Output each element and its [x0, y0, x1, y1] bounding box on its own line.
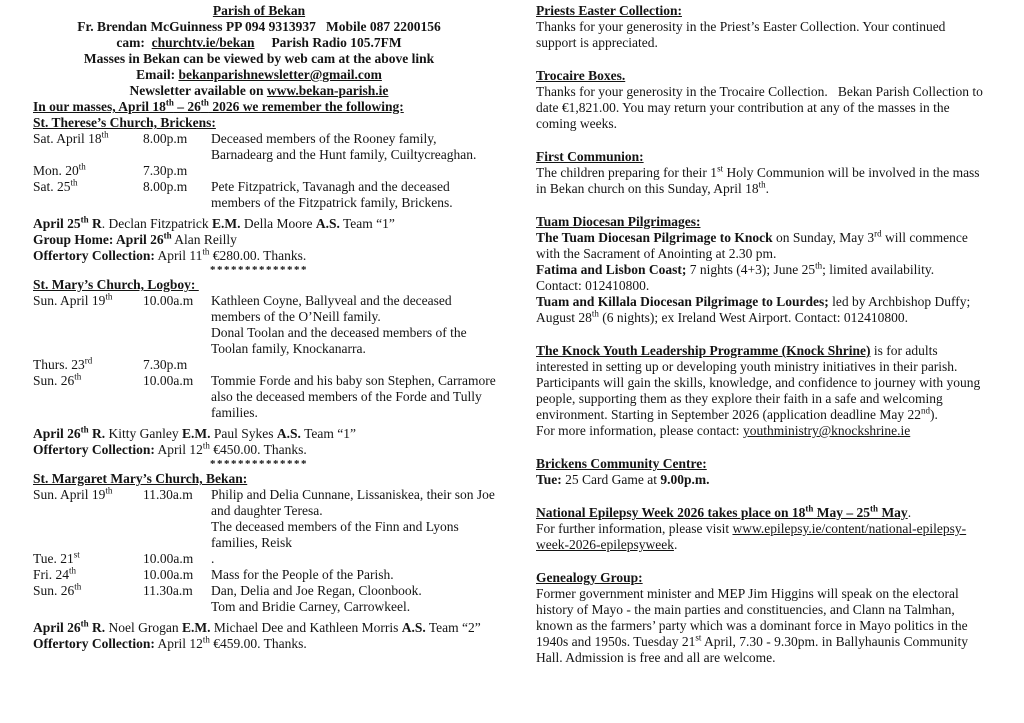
notice-line: environment. Starting in September 2026 (application deadline May 22nd).: [536, 405, 938, 422]
mass-intentions: [211, 373, 515, 421]
newsletter-header: [33, 3, 485, 99]
mass-time: 11.30a.m: [143, 583, 193, 598]
notice-line: The Knock Youth Leadership Programme (Knock Shrine) is for adults: [536, 343, 938, 358]
mass-time: 8.00p.m: [143, 131, 188, 146]
mass-intentions: [211, 551, 515, 567]
church-section-st-margaret-marys-bekan: [33, 471, 515, 652]
mass-intentions: [211, 567, 515, 583]
header-line: Email: bekanparishnewsletter@gmail.com: [136, 67, 382, 82]
notice-line: date €1,821.00. You may return your contribution at any of the masses in the: [536, 100, 950, 115]
notice-line: Contact: 012410800.: [536, 278, 650, 293]
notice-tuam-diocesan-pilgrimages: [536, 214, 1008, 326]
mass-row: [33, 293, 515, 357]
mass-time: 8.00p.m: [143, 179, 188, 194]
section-separator: **************: [210, 264, 308, 276]
notice-line: support is appreciated.: [536, 35, 658, 50]
mass-date: Thurs. 23rd: [33, 355, 93, 372]
notice-line: National Epilepsy Week 2026 takes place on 18th May – 25th May.: [536, 503, 912, 520]
mass-time: 11.30a.m: [143, 487, 193, 502]
notice-heading: Genealogy Group:: [536, 570, 643, 585]
mass-time: 10.00a.m: [143, 551, 194, 566]
intention-line: Tommie Forde and his baby son Stephen, Carramore: [211, 373, 496, 388]
intention-line: members of the Fitzpatrick family, Brickens.: [211, 195, 453, 210]
mass-time: 7.30p.m: [143, 163, 188, 178]
intention-line: The deceased members of the Finn and Lyons: [211, 519, 459, 534]
header-line: Newsletter available on www.bekan-parish.ie: [129, 83, 389, 98]
notice-line: Fatima and Lisbon Coast; 7 nights (4+3); June 25th; limited availability.: [536, 260, 935, 277]
mass-row: [33, 357, 515, 373]
intention-line: and daughter Teresa.: [211, 503, 323, 518]
link[interactable]: www.epilepsy.ie/content/national-epilepsy-: [732, 521, 967, 536]
mass-date: Sun. April 19th: [33, 291, 113, 308]
note-line: Group Home: April 26th Alan Reilly: [33, 230, 237, 247]
intention-line: members of the O’Neill family.: [211, 309, 381, 324]
link[interactable]: week-2026-epilepsyweek: [536, 537, 674, 552]
newsletter-title: Parish of Bekan: [212, 3, 306, 18]
notice-line: Thanks for your generosity in the Priest’s Easter Collection. Your continued: [536, 19, 946, 34]
section-notes: [33, 620, 515, 652]
mass-intentions: [211, 131, 515, 163]
section-notes: [33, 426, 515, 458]
header-line: Fr. Brendan McGuinness PP 094 9313937 Mobile 087 2200156: [77, 19, 441, 34]
notice-priests-easter-collection: [536, 3, 1008, 51]
intention-line: families.: [211, 405, 258, 420]
mass-intentions: [211, 179, 515, 211]
notice-heading: Tuam Diocesan Pilgrimages:: [536, 214, 701, 229]
intention-line: Kathleen Coyne, Ballyveal and the deceased: [211, 293, 452, 308]
mass-time: 7.30p.m: [143, 357, 188, 372]
notice-line: 1940s and 1950s. Tuesday 21st April, 7.30 - 9.30pm. in Ballyhaunis Community: [536, 632, 969, 649]
notice-heading: Trocaire Boxes.: [536, 68, 626, 83]
notice-line: For further information, please visit www.epilepsy.ie/content/national-epilepsy-: [536, 521, 967, 536]
intention-line: Toolan family, Knockanarra.: [211, 341, 366, 356]
notice-knock-youth-leadership-programme: [536, 343, 1008, 439]
header-line: cam: churchtv.ie/bekan Parish Radio 105.7FM: [116, 35, 402, 50]
notice-line: The Tuam Diocesan Pilgrimage to Knock on Sunday, May 3rd will commence: [536, 228, 968, 245]
intention-line: Mass for the People of the Parish.: [211, 567, 394, 582]
mass-time: 10.00a.m: [143, 293, 194, 308]
notice-heading: Priests Easter Collection:: [536, 3, 682, 18]
mass-row: [33, 131, 515, 163]
mass-date: Sun. 26th: [33, 371, 82, 388]
notice-line: Former government minister and MEP Jim Higgins will speak on the electoral: [536, 586, 959, 601]
section-notes: [33, 216, 515, 264]
link[interactable]: churchtv.ie/bekan: [151, 35, 255, 50]
notice-line: people, supporting them as they explore their faith in a safe and welcoming: [536, 391, 943, 406]
mass-row: [33, 487, 515, 551]
intention-line: Barnadearg and the Hunt family, Cuiltycreaghan.: [211, 147, 477, 162]
mass-time: 10.00a.m: [143, 373, 194, 388]
intention-line: Deceased members of the Rooney family,: [211, 131, 437, 146]
notice-genealogy-group: [536, 570, 1008, 666]
notice-line: known as the farmers’ party which was a dominant force in Mayo politics in the: [536, 618, 968, 633]
intention-line: Donal Toolan and the deceased members of the: [211, 325, 467, 340]
notice-national-epilepsy-week: [536, 505, 1008, 553]
mass-date: Sun. April 19th: [33, 485, 113, 502]
mass-date: Sun. 26th: [33, 581, 82, 598]
notice-line: with the Sacrament of Anointing at 2.30 pm.: [536, 246, 777, 261]
notice-line: in Bekan church on this Sunday, April 18th.: [536, 179, 769, 196]
mass-intentions: [211, 487, 515, 551]
notice-line: history of Mayo - the main parties and constituencies, and Clann na Talmhan,: [536, 602, 955, 617]
notice-first-communion: [536, 149, 1008, 197]
notice-line: The children preparing for their 1st Holy Communion will be involved in the mass: [536, 163, 980, 180]
notice-line: August 28th (6 nights); ex Ireland West Airport. Contact: 012410800.: [536, 308, 909, 325]
section-separator: **************: [210, 458, 308, 470]
notice-line: Participants will gain the skills, knowledge, and confidence to journey with young: [536, 375, 981, 390]
notice-line: For more information, please contact: youthministry@knockshrine.ie: [536, 423, 911, 438]
notice-line: interested in setting up or developing youth ministry initiatives in their parish.: [536, 359, 958, 374]
note-line: Offertory Collection: April 12th €450.00. Thanks.: [33, 440, 307, 457]
notice-line: Thanks for your generosity in the Trocaire Collection. Bekan Parish Collection to: [536, 84, 983, 99]
church-section-st-marys-logboy: [33, 277, 515, 471]
notice-line: coming weeks.: [536, 116, 617, 131]
notice-trocaire-boxes: [536, 68, 1008, 132]
link[interactable]: www.bekan-parish.ie: [266, 83, 389, 98]
mass-row: [33, 373, 515, 421]
header-line: Masses in Bekan can be viewed by web cam at the above link: [83, 51, 435, 66]
mass-row: [33, 583, 515, 615]
notice-heading: First Communion:: [536, 149, 644, 164]
right-column: [536, 3, 1008, 683]
mass-row: [33, 567, 515, 583]
left-column: [33, 3, 515, 652]
mass-date: Sat. 25th: [33, 177, 78, 194]
mass-intentions: [211, 163, 515, 179]
note-line: April 25th R. Declan Fitzpatrick E.M. Della Moore A.S. Team “1”: [33, 214, 395, 231]
intention-line: Dan, Delia and Joe Regan, Cloonbook.: [211, 583, 422, 598]
mass-row: [33, 179, 515, 211]
note-line: Offertory Collection: April 11th €280.00. Thanks.: [33, 246, 307, 263]
church-heading: St. Margaret Mary’s Church, Bekan:: [33, 471, 248, 486]
notice-line: Hall. Admission is free and all are welcome.: [536, 650, 776, 665]
notice-line: Tuam and Killala Diocesan Pilgrimage to Lourdes; led by Archbishop Duffy;: [536, 294, 971, 309]
intention-line: Pete Fitzpatrick, Tavanagh and the deceased: [211, 179, 450, 194]
mass-date: Fri. 24th: [33, 565, 77, 582]
note-line: Offertory Collection: April 12th €459.00. Thanks.: [33, 634, 307, 651]
church-section-st-thereses-brickens: [33, 115, 515, 277]
intention-line: .: [211, 551, 215, 566]
intention-line: Philip and Delia Cunnane, Lissaniskea, their son Joe: [211, 487, 495, 502]
link[interactable]: bekanparishnewsletter@gmail.com: [178, 67, 382, 82]
notice-line: Tue: 25 Card Game at 9.00p.m.: [536, 472, 710, 487]
mass-intentions: [211, 583, 515, 615]
church-heading: St. Therese’s Church, Brickens:: [33, 115, 216, 130]
note-line: April 26th R. Noel Grogan E.M. Michael Dee and Kathleen Morris A.S. Team “2”: [33, 618, 481, 635]
notice-brickens-community-centre: [536, 456, 1008, 488]
mass-row: [33, 163, 515, 179]
link[interactable]: youthministry@knockshrine.ie: [742, 423, 911, 438]
mass-row: [33, 551, 515, 567]
church-heading: St. Mary’s Church, Logboy:: [33, 277, 199, 292]
note-line: April 26th R. Kitty Ganley E.M. Paul Sykes A.S. Team “1”: [33, 424, 356, 441]
mass-date: Sat. April 18th: [33, 129, 109, 146]
intention-line: Tom and Bridie Carney, Carrowkeel.: [211, 599, 411, 614]
church-sections: [33, 115, 515, 652]
intention-line: also the deceased members of the Forde and Tully: [211, 389, 482, 404]
mass-intentions: [211, 357, 515, 373]
mass-date: Tue. 21st: [33, 549, 80, 566]
mass-date: Mon. 20th: [33, 161, 86, 178]
notice-line: week-2026-epilepsyweek.: [536, 537, 678, 552]
remember-line: In our masses, April 18th – 26th 2026 we remember the following:: [33, 97, 404, 114]
intention-line: families, Reisk: [211, 535, 292, 550]
mass-time: 10.00a.m: [143, 567, 194, 582]
mass-intentions: [211, 293, 515, 357]
notice-heading: Brickens Community Centre:: [536, 456, 707, 471]
